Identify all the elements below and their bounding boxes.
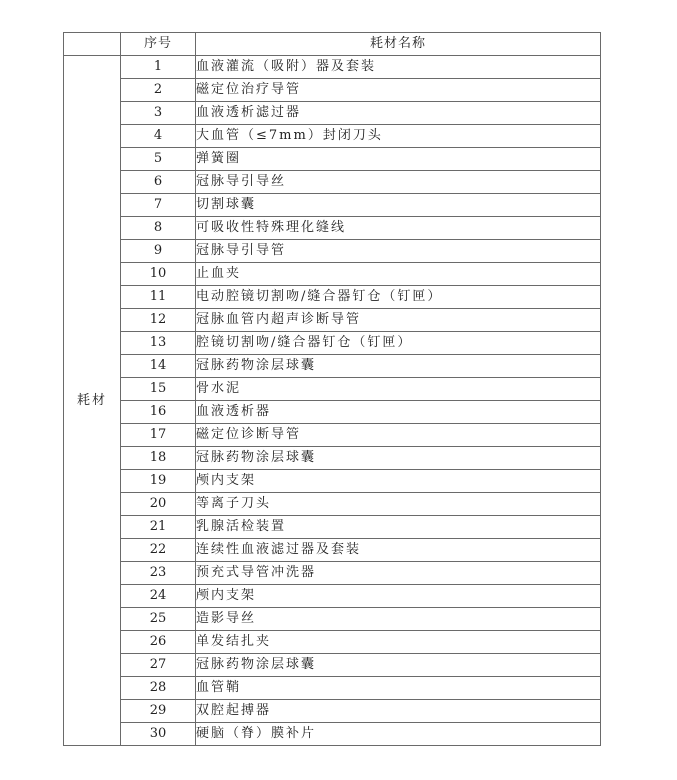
table-row <box>64 654 601 677</box>
row-number: 1 <box>121 56 196 79</box>
row-number: 26 <box>121 631 196 654</box>
table-row <box>64 493 601 516</box>
row-name: 可吸收性特殊理化缝线 <box>196 217 601 240</box>
table-row <box>64 631 601 654</box>
row-name: 乳腺活检装置 <box>196 516 601 539</box>
row-number: 21 <box>121 516 196 539</box>
row-name: 骨水泥 <box>196 378 601 401</box>
table-header-row <box>64 33 601 56</box>
row-number: 14 <box>121 355 196 378</box>
row-name: 弹簧圈 <box>196 148 601 171</box>
table-row <box>64 378 601 401</box>
row-name: 血液透析滤过器 <box>196 102 601 125</box>
table-body <box>64 56 601 746</box>
row-number: 25 <box>121 608 196 631</box>
table-row <box>64 585 601 608</box>
table-row <box>64 102 601 125</box>
table-row <box>64 608 601 631</box>
table-row <box>64 723 601 746</box>
consumables-table <box>63 32 601 746</box>
row-name: 冠脉药物涂层球囊 <box>196 447 601 470</box>
table-row <box>64 562 601 585</box>
table-row <box>64 401 601 424</box>
row-name: 血液透析器 <box>196 401 601 424</box>
table-row <box>64 125 601 148</box>
table-row <box>64 79 601 102</box>
table-row <box>64 286 601 309</box>
row-number: 11 <box>121 286 196 309</box>
row-number: 19 <box>121 470 196 493</box>
row-number: 4 <box>121 125 196 148</box>
row-name: 腔镜切割吻/缝合器钉仓（钉匣） <box>196 332 601 355</box>
row-number: 10 <box>121 263 196 286</box>
table-row <box>64 447 601 470</box>
row-number: 13 <box>121 332 196 355</box>
row-name: 冠脉血管内超声诊断导管 <box>196 309 601 332</box>
header-number: 序号 <box>121 33 196 56</box>
row-number: 18 <box>121 447 196 470</box>
row-name: 切割球囊 <box>196 194 601 217</box>
category-cell: 耗材 <box>64 56 121 746</box>
row-number: 6 <box>121 171 196 194</box>
table-row <box>64 677 601 700</box>
row-number: 15 <box>121 378 196 401</box>
row-number: 16 <box>121 401 196 424</box>
row-name: 双腔起搏器 <box>196 700 601 723</box>
table-row <box>64 539 601 562</box>
table-row <box>64 56 601 79</box>
row-name: 造影导丝 <box>196 608 601 631</box>
row-number: 23 <box>121 562 196 585</box>
row-number: 29 <box>121 700 196 723</box>
row-name: 冠脉药物涂层球囊 <box>196 355 601 378</box>
row-number: 7 <box>121 194 196 217</box>
table-row <box>64 309 601 332</box>
row-name: 大血管（≤7mm）封闭刀头 <box>196 125 601 148</box>
table-row <box>64 424 601 447</box>
row-name: 磁定位治疗导管 <box>196 79 601 102</box>
row-number: 9 <box>121 240 196 263</box>
table-row <box>64 240 601 263</box>
row-name: 硬脑（脊）膜补片 <box>196 723 601 746</box>
row-number: 3 <box>121 102 196 125</box>
row-name: 止血夹 <box>196 263 601 286</box>
table-row <box>64 148 601 171</box>
row-name: 颅内支架 <box>196 470 601 493</box>
table-row <box>64 263 601 286</box>
table-row <box>64 355 601 378</box>
table-row <box>64 516 601 539</box>
header-name: 耗材名称 <box>196 33 601 56</box>
row-number: 24 <box>121 585 196 608</box>
table-row <box>64 332 601 355</box>
row-name: 冠脉药物涂层球囊 <box>196 654 601 677</box>
row-number: 22 <box>121 539 196 562</box>
row-number: 28 <box>121 677 196 700</box>
row-number: 2 <box>121 79 196 102</box>
row-number: 8 <box>121 217 196 240</box>
row-number: 30 <box>121 723 196 746</box>
row-name: 磁定位诊断导管 <box>196 424 601 447</box>
row-number: 12 <box>121 309 196 332</box>
row-number: 17 <box>121 424 196 447</box>
row-number: 27 <box>121 654 196 677</box>
row-name: 冠脉导引导管 <box>196 240 601 263</box>
table-row <box>64 171 601 194</box>
table-row <box>64 194 601 217</box>
row-name: 血液灌流（吸附）器及套装 <box>196 56 601 79</box>
row-name: 预充式导管冲洗器 <box>196 562 601 585</box>
table-row <box>64 217 601 240</box>
table-row <box>64 470 601 493</box>
row-name: 电动腔镜切割吻/缝合器钉仓（钉匣） <box>196 286 601 309</box>
row-number: 5 <box>121 148 196 171</box>
row-name: 连续性血液滤过器及套装 <box>196 539 601 562</box>
row-name: 单发结扎夹 <box>196 631 601 654</box>
header-category <box>64 33 121 56</box>
row-name: 冠脉导引导丝 <box>196 171 601 194</box>
row-number: 20 <box>121 493 196 516</box>
row-name: 血管鞘 <box>196 677 601 700</box>
table-row <box>64 700 601 723</box>
row-name: 等离子刀头 <box>196 493 601 516</box>
row-name: 颅内支架 <box>196 585 601 608</box>
